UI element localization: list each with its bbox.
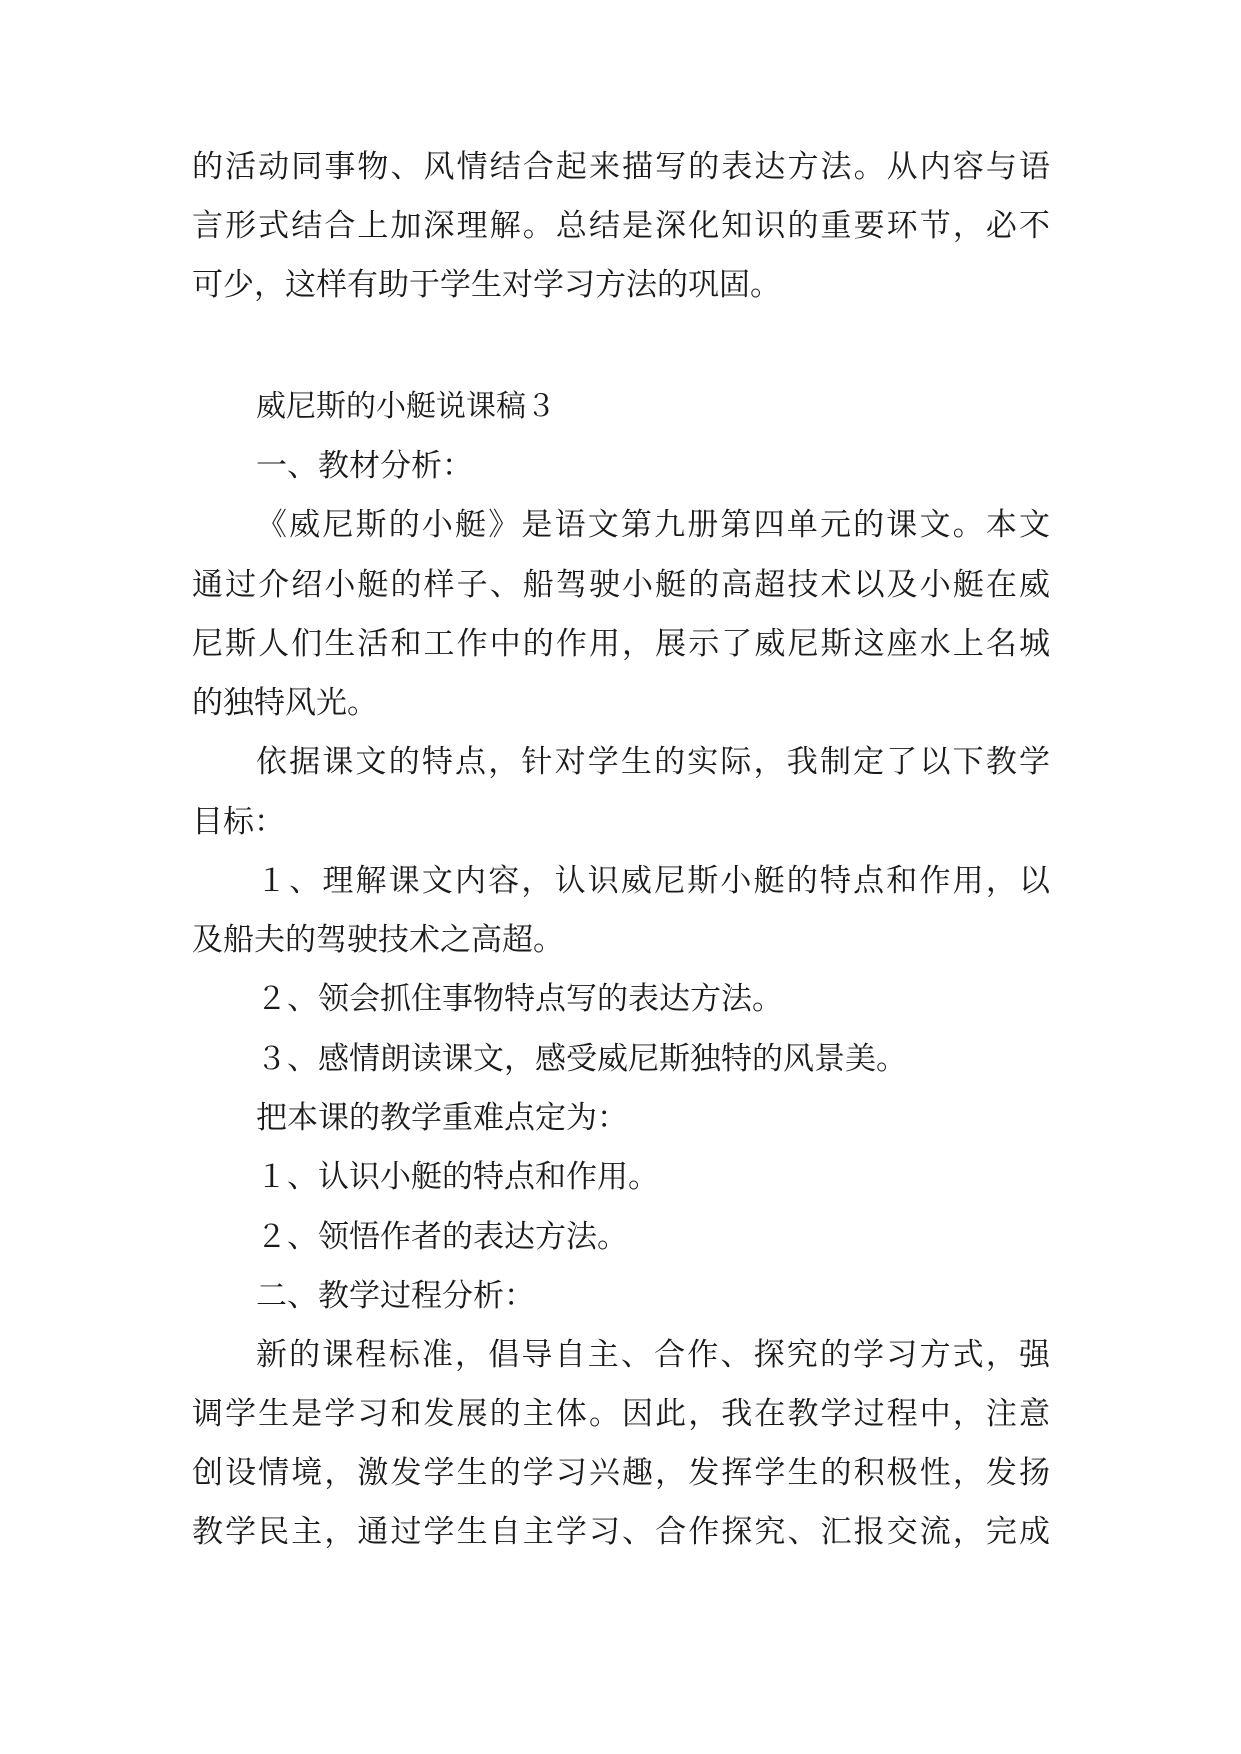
list-item: １、认识小艇的特点和作用。 — [256, 1159, 659, 1195]
text-line: 可少，这样有助于学生对学习方法的巩固。 — [192, 267, 781, 303]
text-line: 及船夫的驾驶技术之高超。 — [192, 922, 564, 958]
text-line: 调学生是学习和发展的主体。因此，我在教学过程中，注意 — [192, 1396, 1050, 1432]
text-line: 言形式结合上加深理解。总结是深化知识的重要环节，必不 — [192, 208, 1050, 244]
section-title: 威尼斯的小艇说课稿３ — [256, 389, 556, 424]
text-line: 《威尼斯的小艇》是语文第九册第四单元的课文。本文 — [256, 507, 1050, 543]
list-item: ２、领悟作者的表达方法。 — [256, 1219, 628, 1255]
section-heading: 二、教学过程分析： — [256, 1278, 535, 1314]
text-line: 创设情境，激发学生的学习兴趣，发挥学生的积极性，发扬 — [192, 1455, 1050, 1491]
text-line: 目标： — [192, 804, 285, 840]
section-heading: 一、教材分析： — [256, 448, 473, 484]
text-line: 通过介绍小艇的样子、船驾驶小艇的高超技术以及小艇在威 — [192, 567, 1050, 603]
text-line: 尼斯人们生活和工作中的作用，展示了威尼斯这座水上名城 — [192, 626, 1050, 662]
text-line: 新的课程标准，倡导自主、合作、探究的学习方式，强 — [256, 1337, 1050, 1373]
text-line: 的独特风光。 — [192, 685, 378, 721]
list-item: １、理解课文内容，认识威尼斯小艇的特点和作用，以 — [256, 863, 1050, 899]
text-line: 把本课的教学重难点定为： — [256, 1100, 628, 1136]
list-item: ２、领会抓住事物特点写的表达方法。 — [256, 981, 783, 1017]
text-line: 的活动同事物、风情结合起来描写的表达方法。从内容与语 — [192, 149, 1050, 185]
list-item: ３、感情朗读课文，感受威尼斯独特的风景美。 — [256, 1041, 907, 1077]
text-line: 教学民主，通过学生自主学习、合作探究、汇报交流，完成 — [192, 1514, 1050, 1550]
text-line: 依据课文的特点，针对学生的实际，我制定了以下教学 — [256, 744, 1050, 780]
